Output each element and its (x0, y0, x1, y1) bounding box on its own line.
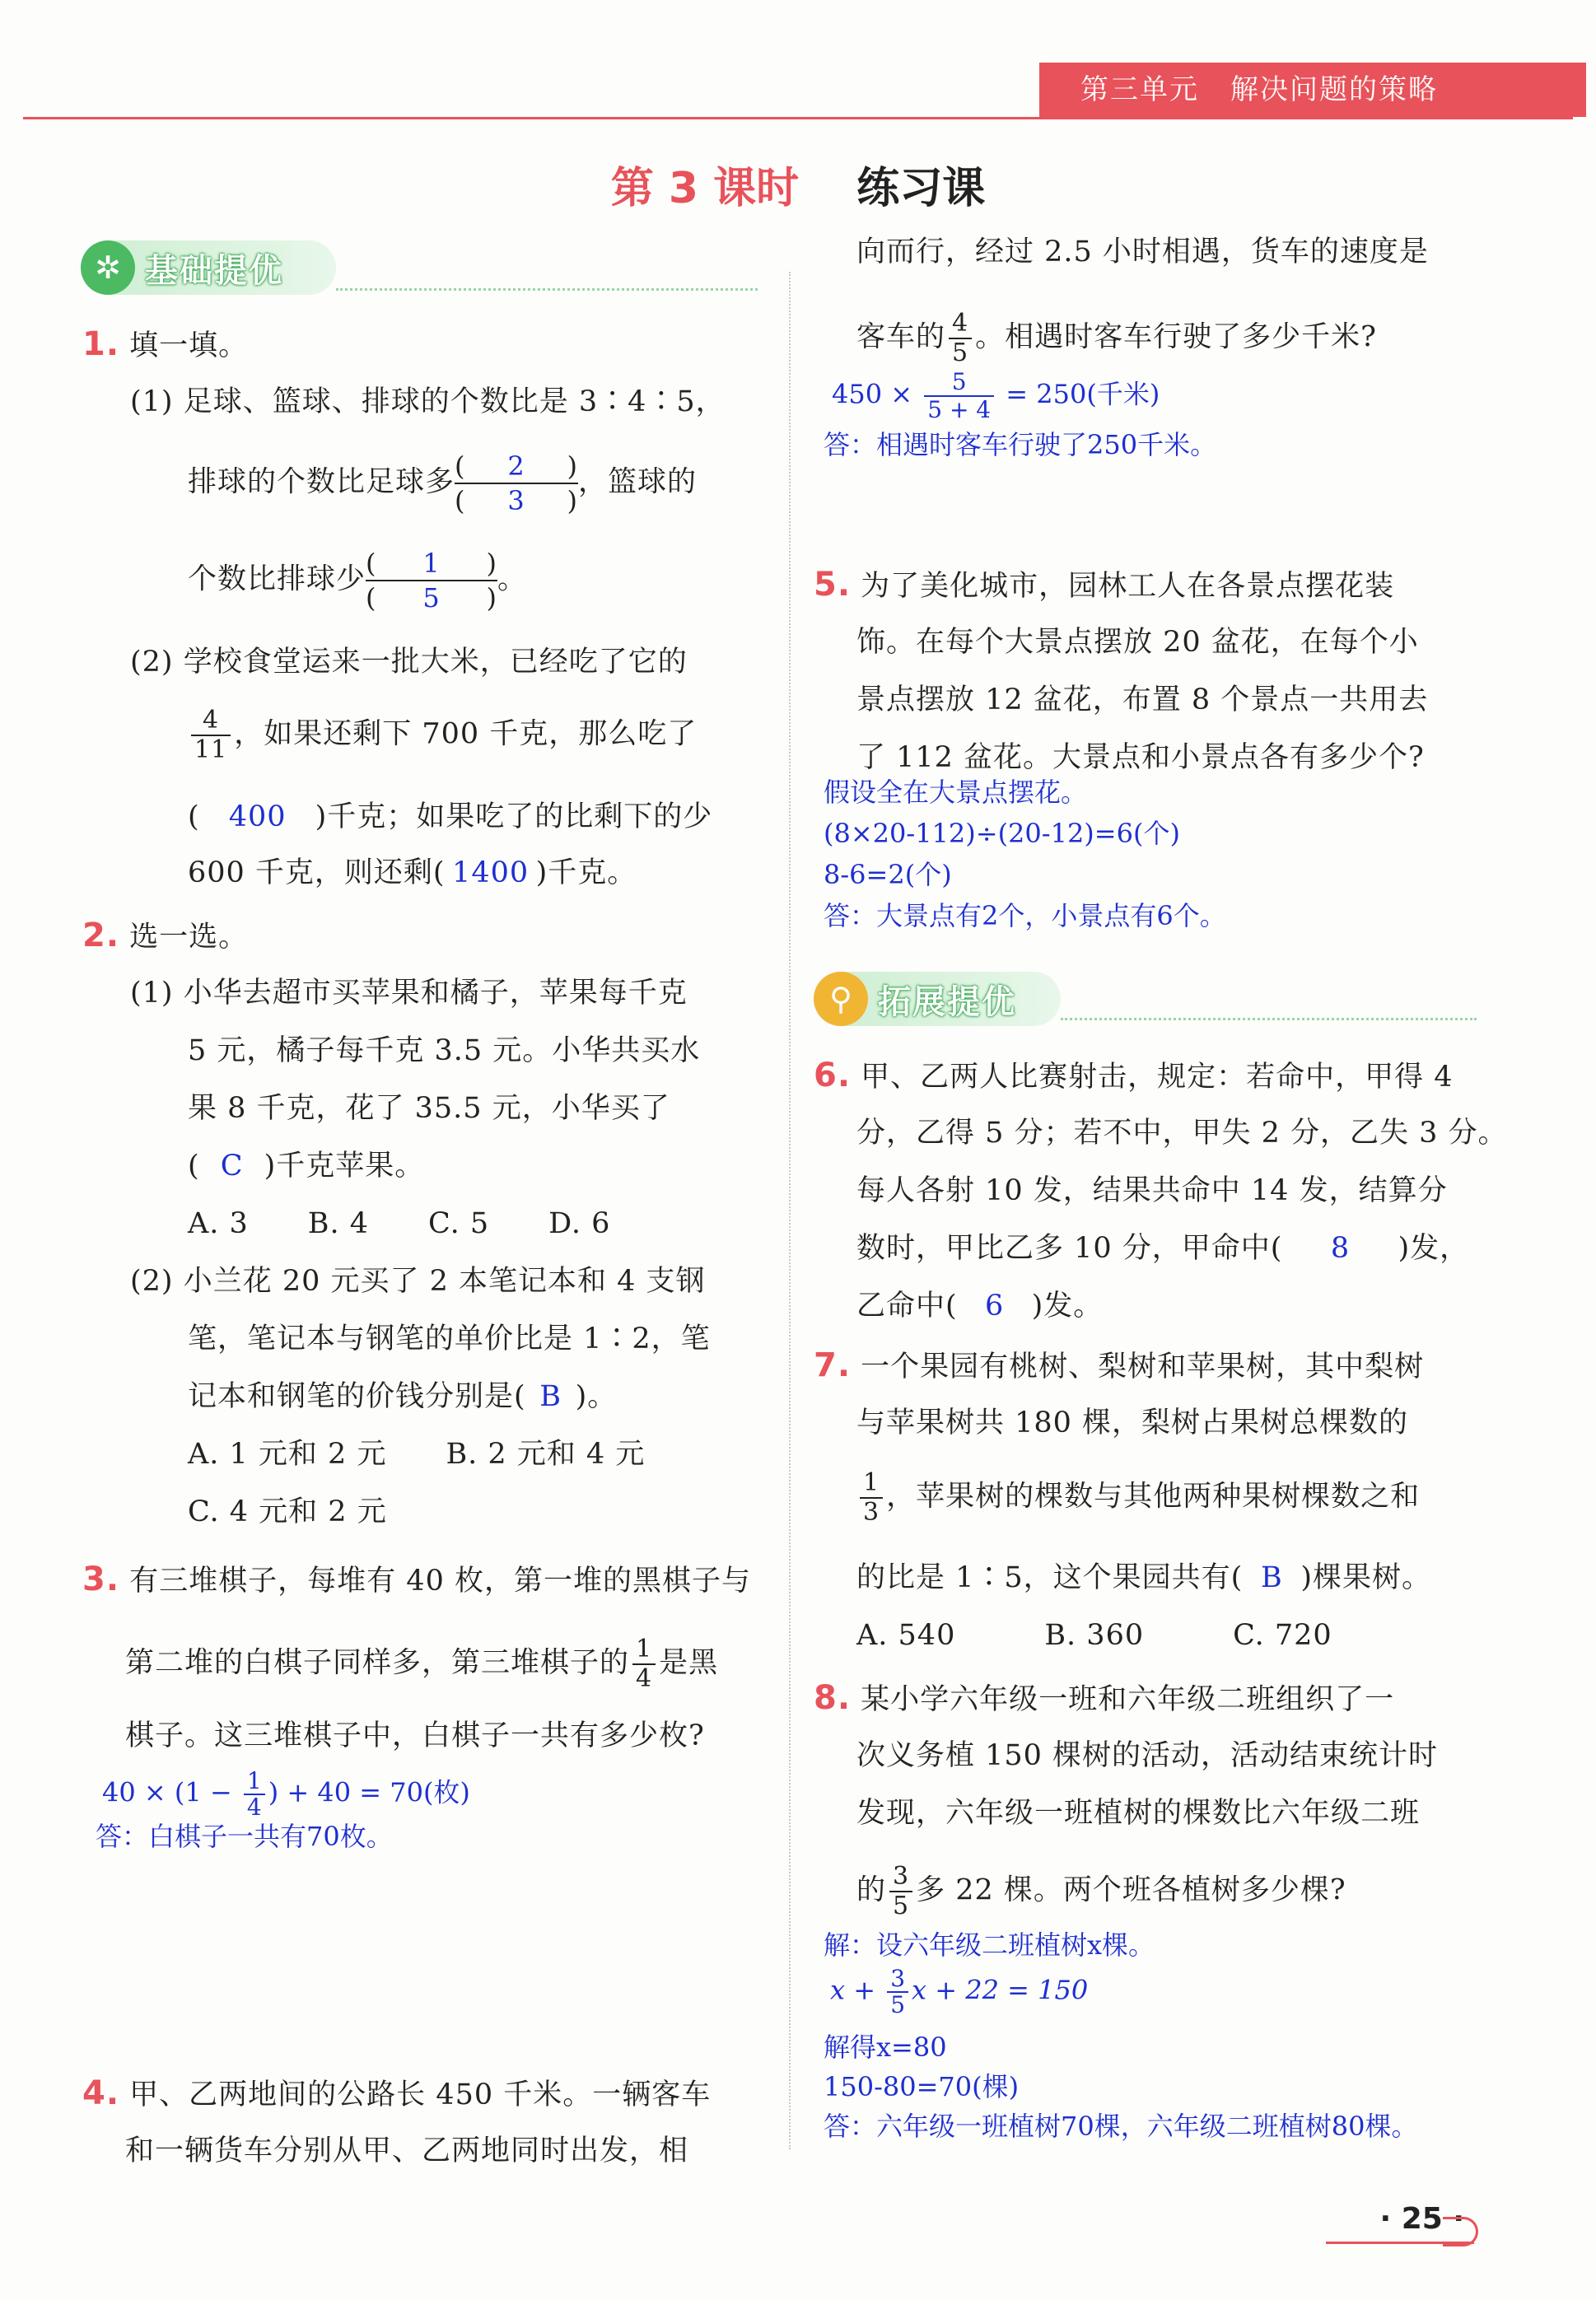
q4-solution: 450 × $\frac{5}{5 + 4}$ = 250(千米) (832, 368, 1160, 423)
q3-frac: $\frac{1}{4}$ (632, 1635, 656, 1693)
q4-frac: $\frac{4}{5}$ (949, 310, 972, 367)
q7-frac: $\frac{1}{3}$ (860, 1469, 883, 1527)
q8-line2: 次义务植 150 棵树的活动，活动结束统计时 (856, 1739, 1439, 1772)
q2-p2-options-ab: A. 1 元和 2 元 B. 2 元和 4 元 (188, 1438, 646, 1471)
q5-step2: (8×20-112)÷(20-12)=6(个) (824, 818, 1180, 849)
q7-line4: 的比是 1∶5，这个果园共有( B )棵果树。 (856, 1561, 1431, 1594)
q2-p1-line3: 果 8 千克，花了 35.5 元，小华买了 (188, 1092, 670, 1125)
q2-p2-answer: B (539, 1380, 562, 1413)
q1-frac2: ( 1 ) ( 5 ) (366, 548, 497, 613)
q8-step4: 150-80=70(棵) (824, 2071, 1020, 2102)
q5-step1: 假设全在大景点摆花。 (824, 777, 1088, 808)
q6-line5: 乙命中( 6 )发。 (856, 1290, 1104, 1323)
q1-p2-line3: ( 400 )千克；如果吃了的比剩下的少 (188, 800, 713, 833)
q8-step1: 解：设六年级二班植树x棵。 (824, 1929, 1155, 1961)
q1-p1-line3: 个数比排球少 ( 1 ) ( 5 ) 。 (188, 548, 528, 613)
q1-frac1: ( 2 ) ( 3 ) (455, 450, 578, 516)
unit-topic: 解决问题的策略 (1230, 73, 1438, 106)
q1-p2-line2: $\frac{4}{11}$ ，如果还剩下 700 千克，那么吃了 (188, 707, 697, 764)
q2-p1-line1: (1) 小华去超市买苹果和橘子，苹果每千克 (130, 977, 688, 1010)
section-basic (81, 240, 336, 295)
q8-answer: 答：六年级一班植树70棵，六年级二班植树80棵。 (824, 2111, 1418, 2142)
q2-p1-answer: C (220, 1150, 244, 1183)
q1-p2-line1: (2) 学校食堂运来一批大米，已经吃了它的 (130, 646, 688, 679)
q8-line1: 8. 某小学六年级一班和六年级二班组织了一 (814, 1679, 1395, 1717)
q2-p1-line2: 5 元，橘子每千克 3.5 元。小华共买水 (188, 1034, 701, 1067)
q6-answer-1: 8 (1330, 1232, 1351, 1265)
q1-stem: 1. 填一填。 (82, 325, 249, 363)
q7-options: A. 540 B. 360 C. 720 (856, 1619, 1332, 1652)
column-divider (789, 272, 791, 2149)
q2-p2-line3: 记本和钢笔的价钱分别是( B )。 (188, 1380, 618, 1413)
q5-line2: 饰。在每个大景点摆放 20 盆花，在每个小 (856, 626, 1419, 659)
q8-line4: 的 $\frac{3}{5}$ 多 22 棵。两个班各植树多少棵? (856, 1862, 1346, 1920)
q2-p2-line1: (2) 小兰花 20 元买了 2 本笔记本和 4 支钢 (130, 1265, 706, 1298)
q8-line3: 发现，六年级一班植树的棵数比六年级二班 (856, 1797, 1421, 1830)
q1-p1-line2: 排球的个数比足球多 ( 2 ) ( 3 ) ，篮球的 (188, 450, 698, 516)
q1-answer-400: 400 (228, 800, 287, 833)
q2-p2-line2: 笔，笔记本与钢笔的单价比是 1∶2，笔 (188, 1323, 711, 1355)
unit-banner (1039, 63, 1586, 117)
q3-line3: 棋子。这三堆棋子中，白棋子一共有多少枚? (125, 1719, 705, 1752)
q6-line1: 6. 甲、乙两人比赛射击，规定：若命中，甲得 4 (814, 1057, 1454, 1094)
q7-line3: $\frac{1}{3}$ ，苹果树的棵数与其他两种果树棵数之和 (856, 1469, 1420, 1527)
q1-p2-frac: $\frac{4}{11}$ (191, 707, 231, 764)
header-rule (23, 117, 1573, 119)
q2-p1-options: A. 3 B. 4 C. 5 D. 6 (188, 1207, 611, 1240)
lesson-title (0, 153, 1596, 215)
q4-line1: 4. 甲、乙两地间的公路长 450 千米。一辆客车 (82, 2074, 712, 2112)
q5-answer: 答：大景点有2个，小景点有6个。 (824, 900, 1226, 931)
magnifier-icon: ⚲ (814, 972, 868, 1026)
q1-p2-line4: 600 千克，则还剩( 1400 )千克。 (188, 856, 637, 889)
lesson-name: 练习课 (856, 164, 986, 213)
q4-line4: 客车的 $\frac{4}{5}$ 。相遇时客车行驶了多少千米? (856, 309, 1377, 367)
q3-solution: 40 × (1 − $\frac{1}{4}$ ) + 40 = 70(枚) (102, 1767, 470, 1821)
q2-stem: 2. 选一选。 (82, 917, 249, 954)
q6-line4: 数时，甲比乙多 10 分，甲命中( 8 )发， (856, 1232, 1470, 1265)
q1-p1-line1: (1) 足球、篮球、排球的个数比是 3∶4∶5， (130, 385, 726, 418)
q6-line3: 每人各射 10 发，结果共命中 14 发，结算分 (856, 1174, 1448, 1207)
q2-p2-option-c: C. 4 元和 2 元 (188, 1495, 387, 1528)
page-curl-icon (1443, 2217, 1478, 2246)
q5-line1: 5. 为了美化城市，园林工人在各景点摆花装 (814, 566, 1395, 604)
q4-answer: 答：相遇时客车行驶了250千米。 (824, 429, 1217, 460)
q6-line2: 分，乙得 5 分；若不中，甲失 2 分，乙失 3 分。 (856, 1117, 1508, 1150)
section-basic-title: 基础提优 (145, 251, 283, 290)
q3-answer: 答：白棋子一共有70枚。 (96, 1821, 393, 1852)
q7-line1: 7. 一个果园有桃树、梨树和苹果树，其中梨树 (814, 1346, 1425, 1384)
section-basic-rule (336, 288, 758, 291)
q3-line1: 3. 有三堆棋子，每堆有 40 枚，第一堆的黑棋子与 (82, 1561, 751, 1598)
page-number: · 25 · (1379, 2202, 1464, 2236)
q4-line3: 向而行，经过 2.5 小时相遇，货车的速度是 (856, 236, 1429, 268)
q7-line2: 与苹果树共 180 棵，梨树占果树总棵数的 (856, 1407, 1409, 1439)
q3-line2: 第二堆的白棋子同样多，第三堆棋子的 $\frac{1}{4}$ 是黑 (125, 1635, 719, 1693)
sprout-icon: ✲ (81, 240, 135, 295)
q5-line4: 了 112 盆花。大景点和小景点各有多少个? (856, 741, 1425, 774)
q6-answer-2: 6 (985, 1290, 1005, 1323)
unit-label: 第三单元 (1080, 73, 1199, 106)
q1-answer-1400: 1400 (452, 856, 530, 889)
q5-step3: 8-6=2(个) (824, 859, 952, 890)
q8-equation: x + $\frac{3}{5}$ x + 22 = 150 (830, 1965, 1089, 2018)
section-extend-rule (1061, 1018, 1477, 1020)
q4-line2: 和一辆货车分别从甲、乙两地同时出发，相 (125, 2134, 689, 2167)
q2-p1-line4: ( C )千克苹果。 (188, 1150, 425, 1183)
section-extend-title: 拓展提优 (878, 982, 1016, 1021)
lesson-number: 第 3 课时 (610, 164, 800, 213)
q8-step3: 解得x=80 (824, 2032, 947, 2063)
q7-answer: B (1260, 1561, 1283, 1594)
section-extend (814, 972, 1061, 1026)
q5-line3: 景点摆放 12 盆花，布置 8 个景点一共用去 (856, 683, 1429, 716)
q8-frac: $\frac{3}{5}$ (889, 1863, 912, 1920)
